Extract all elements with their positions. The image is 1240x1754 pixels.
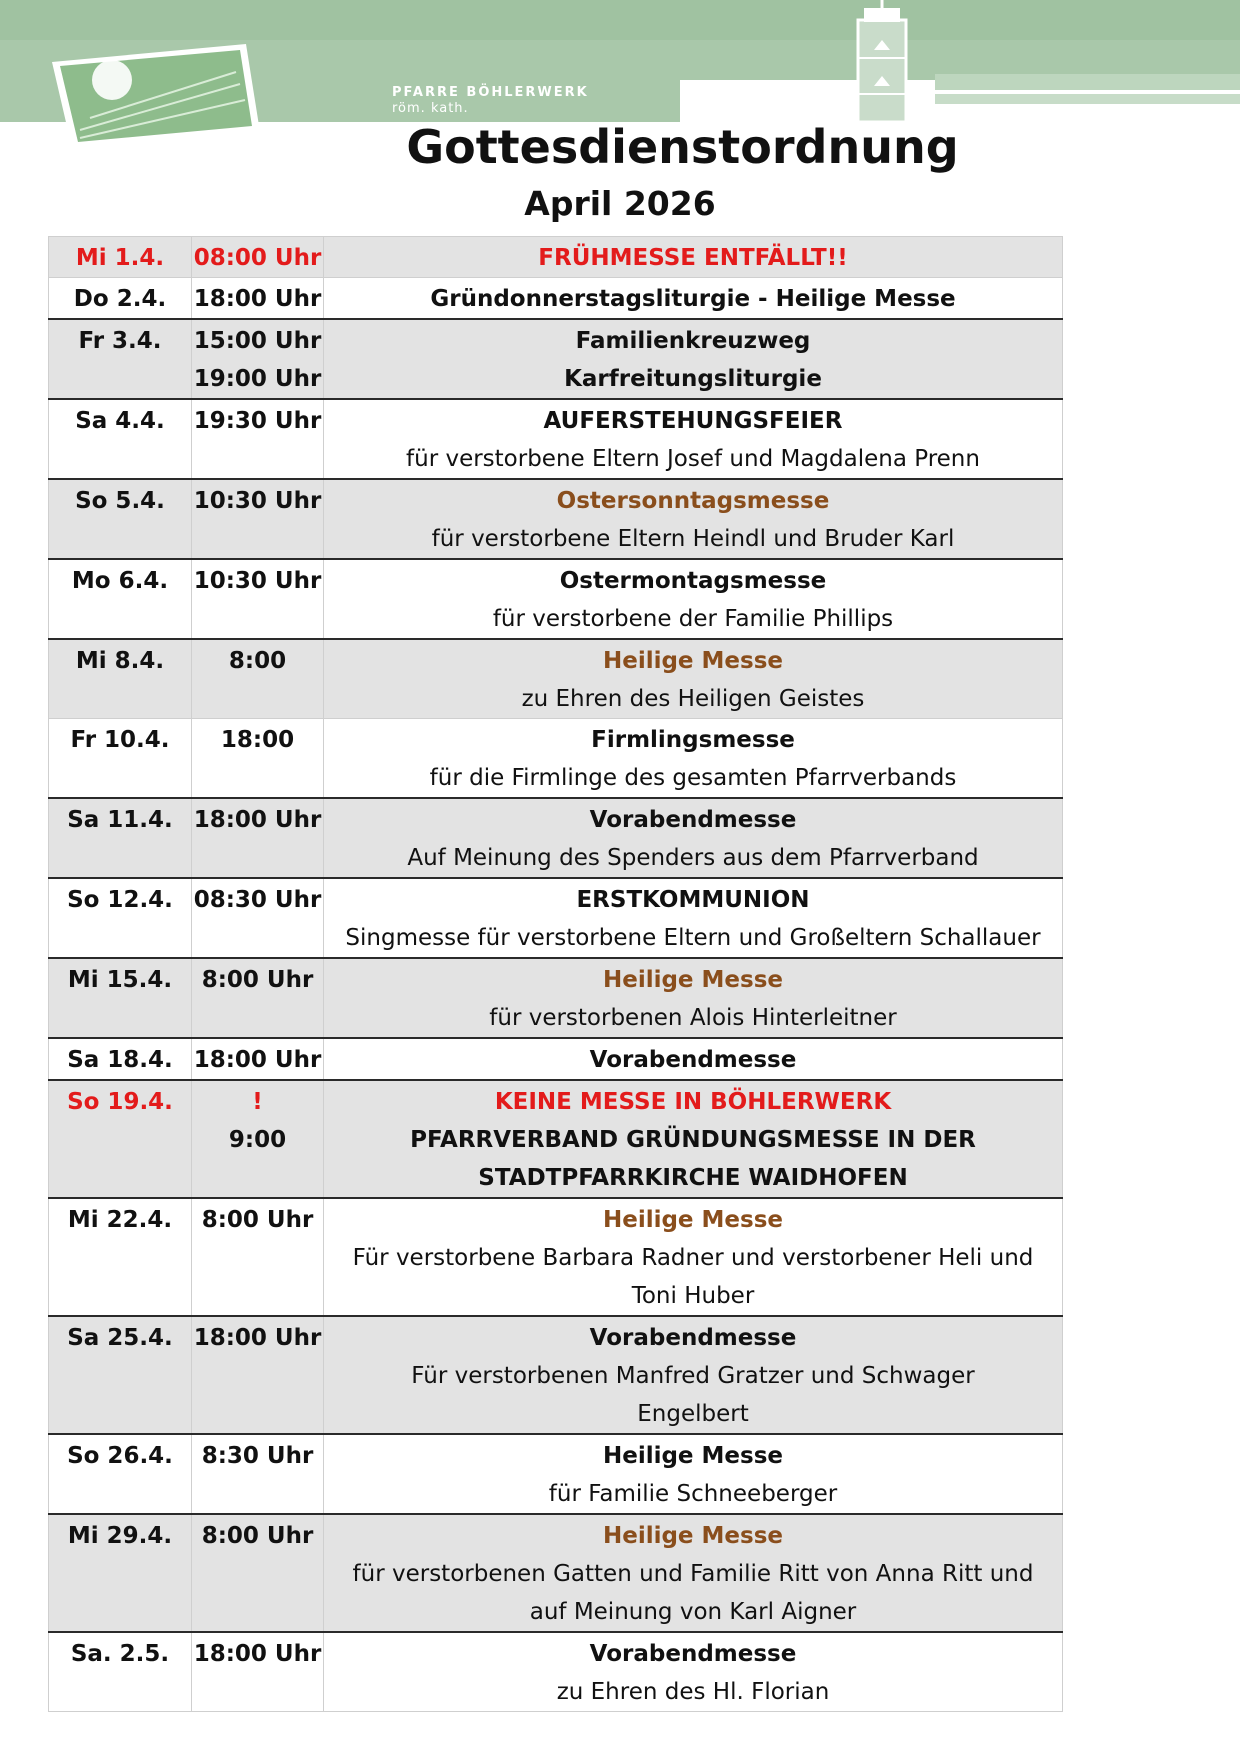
time-cell [192,1199,324,1315]
date-cell [48,400,192,478]
time-cell [192,719,324,797]
date-text: Sa 4.4. [75,408,165,434]
service-title: Vorabendmesse [589,1641,797,1667]
table-row [48,718,1063,797]
date-text: Sa 11.4. [67,807,173,833]
table-row [48,236,1063,277]
date-text: Mi 29.4. [67,1523,173,1549]
date-cell [48,1039,192,1079]
page-title: Gottesdienstordnung [406,120,959,174]
date-cell [48,560,192,638]
table-row [48,1513,1063,1631]
time-cell [192,1081,324,1197]
table-row [48,478,1063,558]
service-title: KEINE MESSE IN BÖHLERWERK [494,1089,892,1115]
description-cell [324,1199,1063,1315]
time-text: 8:30 Uhr [201,1443,314,1469]
table-row [48,398,1063,478]
time-text: 15:00 Uhr [193,328,322,354]
date-cell [48,237,192,277]
description-cell [324,640,1063,718]
description-cell [324,1633,1063,1711]
time-text: 8:00 [228,648,287,674]
date-text: Do 2.4. [73,286,167,312]
time-cell [192,1435,324,1513]
table-row [48,638,1063,718]
table-row [48,1433,1063,1513]
description-cell [324,237,1063,277]
description-cell [324,799,1063,877]
service-intention: für verstorbene Eltern Josef und Magdalena Prenn [406,446,980,472]
description-cell [324,879,1063,957]
table-row [48,957,1063,1037]
time-cell [192,480,324,558]
description-cell [324,480,1063,558]
service-intention: PFARRVERBAND GRÜNDUNGSMESSE IN DER [410,1127,976,1153]
description-cell [324,1435,1063,1513]
table-row [48,1037,1063,1079]
time-cell [192,799,324,877]
time-cell [192,959,324,1037]
time-text: 19:00 Uhr [193,366,322,392]
date-cell [48,1317,192,1433]
time-text: 18:00 Uhr [193,1325,322,1351]
time-cell [192,879,324,957]
date-cell [48,719,192,797]
service-intention: Singmesse für verstorbene Eltern und Großeltern Schallauer [345,925,1041,951]
service-title: Ostersonntagsmesse [556,488,830,514]
time-cell [192,640,324,718]
description-cell [324,278,1063,318]
table-row [48,797,1063,877]
parish-subtitle: röm. kath. [392,101,469,116]
description-cell [324,320,1063,398]
date-text: Sa 18.4. [67,1047,173,1073]
date-cell [48,1435,192,1513]
table-row [48,1315,1063,1433]
service-title: Heilige Messe [602,1523,784,1549]
description-cell [324,959,1063,1037]
table-row [48,277,1063,318]
date-cell [48,480,192,558]
service-title: Gründonnerstagsliturgie - Heilige Messe [430,286,956,312]
time-text: ! [252,1089,263,1115]
description-cell [324,719,1063,797]
time-cell [192,1633,324,1711]
service-intention: Für verstorbenen Manfred Gratzer und Schwager [411,1363,975,1389]
date-cell [48,640,192,718]
service-intention: für Familie Schneeberger [548,1481,838,1507]
date-cell [48,1199,192,1315]
date-text: Mi 8.4. [75,648,165,674]
time-text: 18:00 Uhr [193,807,322,833]
date-text: Mi 15.4. [67,967,173,993]
date-cell [48,799,192,877]
service-title: ERSTKOMMUNION [576,887,810,913]
date-text: Mi 1.4. [75,245,165,271]
date-cell [48,959,192,1037]
service-title: Vorabendmesse [589,1047,797,1073]
description-cell [324,400,1063,478]
service-title: Vorabendmesse [589,807,797,833]
service-intention: für verstorbene der Familie Phillips [492,606,894,632]
time-text: 08:00 Uhr [193,245,322,271]
time-text: 8:00 Uhr [201,1523,314,1549]
service-title: Heilige Messe [602,1207,784,1233]
service-title: Heilige Messe [602,1443,784,1469]
time-cell [192,237,324,277]
time-cell [192,560,324,638]
service-intention: für verstorbenen Alois Hinterleitner [489,1005,897,1031]
description-cell [324,1039,1063,1079]
date-text: Fr 3.4. [78,328,162,354]
date-text: So 26.4. [67,1443,173,1469]
date-cell [48,1633,192,1711]
date-text: Sa. 2.5. [70,1641,170,1667]
time-cell [192,1039,324,1079]
date-cell [48,1515,192,1631]
table-row [48,1079,1063,1197]
time-text: 10:30 Uhr [193,488,322,514]
time-cell [192,320,324,398]
time-cell [192,1515,324,1631]
service-intention: Karfreitungsliturgie [564,366,822,392]
description-cell [324,1515,1063,1631]
service-title: AUFERSTEHUNGSFEIER [543,408,843,434]
date-text: Sa 25.4. [67,1325,173,1351]
description-cell [324,1317,1063,1433]
date-cell [48,1081,192,1197]
date-text: So 19.4. [67,1089,173,1115]
time-text: 08:30 Uhr [193,887,322,913]
time-text: 19:30 Uhr [193,408,322,434]
parish-name: PFARRE BÖHLERWERK [392,85,589,100]
schedule-table [48,236,1063,1712]
time-text: 8:00 Uhr [201,1207,314,1233]
date-text: So 12.4. [67,887,173,913]
service-title: Heilige Messe [602,967,784,993]
time-text: 8:00 Uhr [201,967,314,993]
date-cell [48,320,192,398]
description-cell [324,1081,1063,1197]
time-text: 18:00 Uhr [193,1641,322,1667]
table-row [48,318,1063,398]
service-intention: Toni Huber [631,1283,755,1309]
description-cell [324,560,1063,638]
date-text: Mo 6.4. [71,568,169,594]
table-row [48,877,1063,957]
service-intention: für die Firmlinge des gesamten Pfarrverbands [429,765,957,791]
service-title: Familienkreuzweg [575,328,811,354]
date-text: Fr 10.4. [70,727,170,753]
service-intention: STADTPFARRKIRCHE WAIDHOFEN [478,1165,908,1191]
time-text: 9:00 [228,1127,287,1153]
service-title: Ostermontagsmesse [559,568,827,594]
service-title: Vorabendmesse [589,1325,797,1351]
service-intention: Für verstorbene Barbara Radner und verstorbener Heli und [352,1245,1034,1271]
page-subtitle: April 2026 [524,184,716,223]
service-title: FRÜHMESSE ENTFÄLLT!! [538,245,848,271]
time-text: 18:00 Uhr [193,286,322,312]
service-intention: zu Ehren des Heiligen Geistes [521,686,865,712]
time-cell [192,278,324,318]
service-intention: Auf Meinung des Spenders aus dem Pfarrverband [407,845,979,871]
time-text: 18:00 Uhr [193,1047,322,1073]
date-cell [48,879,192,957]
date-cell [48,278,192,318]
service-intention: Engelbert [637,1401,749,1427]
date-text: So 5.4. [75,488,165,514]
table-row [48,1631,1063,1712]
table-row [48,558,1063,638]
church-tower-icon [858,0,906,122]
time-cell [192,400,324,478]
service-intention: auf Meinung von Karl Aigner [529,1599,857,1625]
time-text: 18:00 [220,727,295,753]
service-intention: für verstorbenen Gatten und Familie Ritt von Anna Ritt und [352,1561,1034,1587]
date-text: Mi 22.4. [67,1207,173,1233]
service-title: Firmlingsmesse [591,727,795,753]
time-text: 10:30 Uhr [193,568,322,594]
service-title: Heilige Messe [602,648,784,674]
table-row [48,1197,1063,1315]
service-intention: für verstorbene Eltern Heindl und Bruder Karl [431,526,955,552]
time-cell [192,1317,324,1433]
service-intention: zu Ehren des Hl. Florian [556,1679,830,1705]
